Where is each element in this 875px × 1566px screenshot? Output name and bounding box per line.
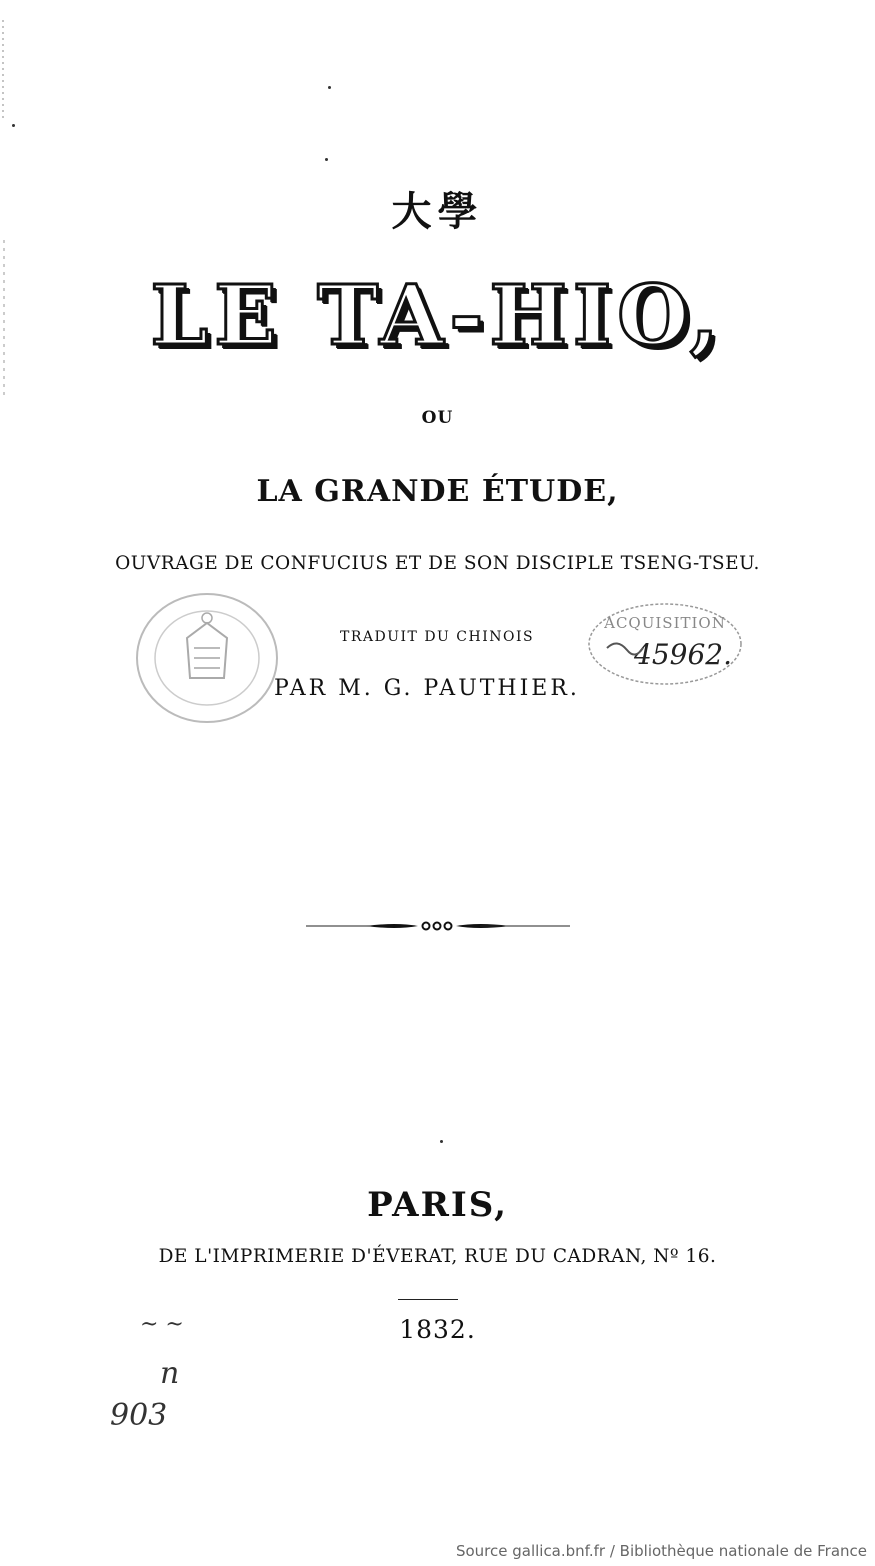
- translated-from: TRADUIT DU CHINOIS: [340, 629, 535, 645]
- stamp-number-text: 45962.: [634, 638, 732, 671]
- speck: [328, 86, 331, 89]
- speck: [325, 158, 328, 161]
- library-stamp-icon: [132, 588, 282, 728]
- subtitle: LA GRANDE ÉTUDE,: [256, 474, 619, 509]
- speck: [12, 124, 15, 127]
- speck: [440, 1140, 443, 1143]
- chinese-title: 大學: [391, 189, 484, 235]
- translator: PAR M. G. PAUTHIER.: [274, 676, 580, 701]
- acquisition-stamp-icon: [585, 598, 745, 690]
- printer-imprint: DE L'IMPRIMERIE D'ÉVERAT, RUE DU CADRAN, Nº 16.: [158, 1246, 717, 1267]
- handwritten-note: ~ ~: [140, 1312, 184, 1337]
- source-attribution: Source gallica.bnf.fr / Bibliothèque nationale de France: [448, 1536, 875, 1566]
- stamp-acquisition-text: ACQUISITION: [604, 614, 726, 632]
- conjunction-ou: OU: [421, 408, 454, 428]
- handwritten-shelfmark: 903: [110, 1398, 168, 1433]
- main-title: LE TA-HIO,: [150, 268, 725, 364]
- handwritten-note: n: [160, 1356, 180, 1391]
- publication-city: PARIS,: [367, 1185, 508, 1225]
- work-description: OUVRAGE DE CONFUCIUS ET DE SON DISCIPLE TSENG-TSEU.: [115, 553, 760, 574]
- publication-year: 1832.: [399, 1315, 476, 1344]
- year-rule: [398, 1299, 458, 1300]
- ornamental-rule: [306, 916, 570, 936]
